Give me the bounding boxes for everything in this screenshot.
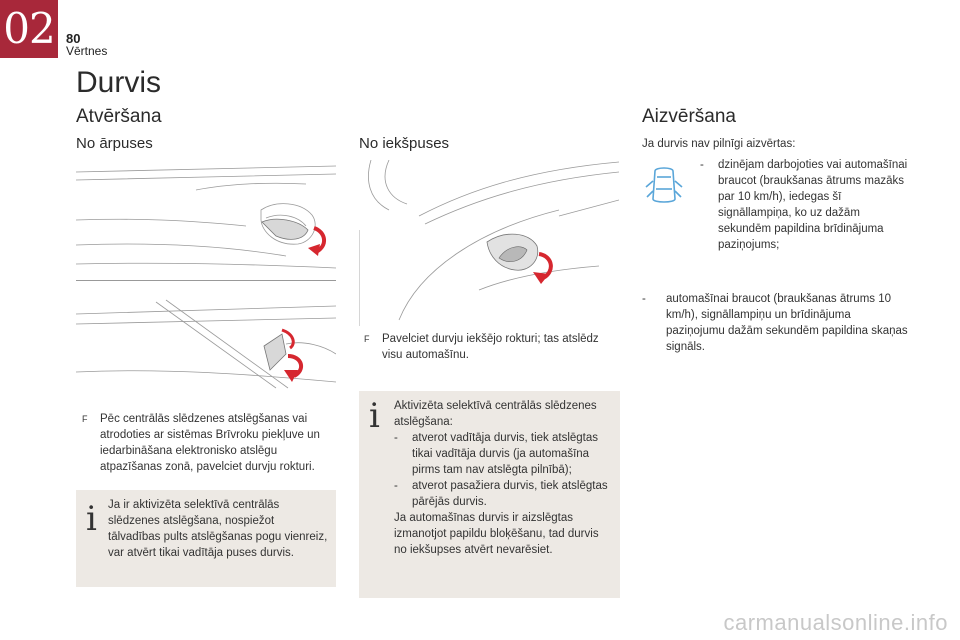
chapter-number: 02 bbox=[3, 4, 55, 53]
dash-marker: - bbox=[642, 293, 646, 305]
watermark: carmanualsonline.info bbox=[723, 610, 948, 635]
inside-instruction bbox=[364, 331, 620, 363]
inside-instruction-text: Pavelciet durvju iekšējo rokturi; tas atslēdz visu automašīnu. bbox=[382, 333, 599, 361]
info-icon: i bbox=[86, 499, 97, 539]
chapter-tab bbox=[0, 0, 58, 58]
inside-info-intro: Aktivizēta selektīvā centrālās slēdzenes atslēgšana: bbox=[394, 400, 597, 428]
bullet-marker: F bbox=[364, 334, 370, 344]
open-door-warning-icon bbox=[645, 163, 683, 207]
closing-item-1: - dzinējam darbojoties vai automašīnai braucot (braukšanas ātrums mazāks par 10 km/h), iedegas šī signāllampiņa, ko uz dažām sekundēm papildina brīdinājuma paziņojums; bbox=[700, 159, 908, 251]
inside-info-box bbox=[359, 391, 620, 598]
bullet-marker: F bbox=[82, 414, 88, 424]
opening-heading: Atvēršana bbox=[76, 106, 162, 127]
info-icon: i bbox=[369, 396, 380, 436]
illustration-divider bbox=[76, 280, 336, 281]
list-item: - atverot pasažiera durvis, tiek atslēgtas pārējās durvis. bbox=[394, 480, 608, 508]
rear-handle-illustration bbox=[76, 284, 336, 394]
outside-info-text: Ja ir aktivizēta selektīvā centrālās slēdzenes atslēgšana, nospiežot tālvadības pults atslēgšanas pogu vienreiz, var atvērt tikai vadītāja puses durvis. bbox=[108, 499, 328, 559]
closing-intro: Ja durvis nav pilnīgi aizvērtas: bbox=[642, 138, 796, 150]
dash-marker: - bbox=[394, 432, 398, 444]
dash-marker: - bbox=[394, 480, 398, 492]
outside-info-box bbox=[76, 490, 336, 587]
inside-heading: No iekšpuses bbox=[359, 135, 450, 152]
outside-instruction bbox=[82, 411, 336, 475]
page-number: 80 bbox=[66, 31, 81, 46]
inside-info-text bbox=[394, 398, 614, 558]
inside-info-outro: Ja automašīnas durvis ir aizslēgtas izmanotjot papildu bloķēšanu, tad durvis no iekšupses atvērt nevarēsiet. bbox=[394, 512, 599, 556]
outside-handle-illustration bbox=[76, 160, 336, 278]
page-title: Durvis bbox=[76, 66, 162, 99]
chapter-name: Vērtnes bbox=[66, 44, 108, 58]
closing-item-2: - automašīnai braucot (braukšanas ātrums 10 km/h), signāllampiņu un brīdinājuma paziņojumu dažām sekundēm papildina skaņas signāls. bbox=[642, 293, 908, 353]
outside-heading: No ārpuses bbox=[76, 135, 153, 152]
list-item: - atverot vadītāja durvis, tiek atslēgtas tikai vadītāja durvis (ja automašīna pirms tam nav atslēgta pilnībā); bbox=[394, 432, 599, 476]
closing-heading: Aizvēršana bbox=[642, 106, 736, 127]
inside-handle-illustration bbox=[359, 160, 619, 326]
dash-marker: - bbox=[700, 159, 704, 171]
outside-instruction-text: Pēc centrālās slēdzenes atslēgšanas vai atrodoties ar sistēmas Brīvroku piekļuve un iedarbināšana elektronisko atslēgu atpazīšanas zonā, pavelciet durvju rokturi. bbox=[100, 413, 320, 473]
